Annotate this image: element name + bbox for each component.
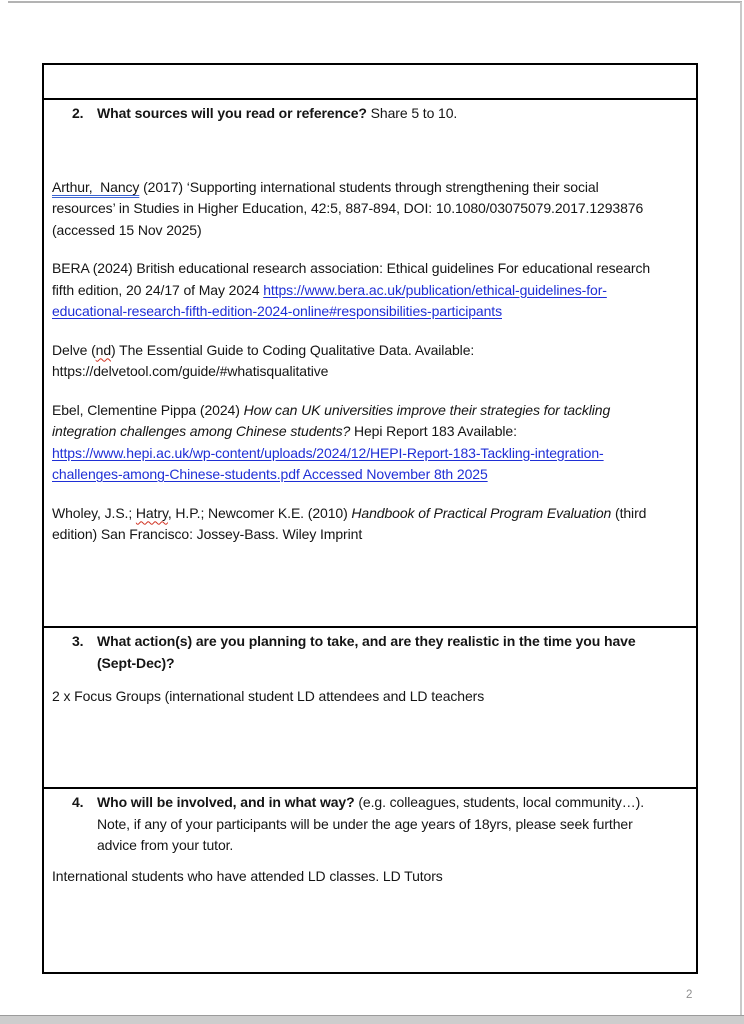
text-segment: Ebel, Clementine Pippa (2024) bbox=[52, 401, 244, 418]
paragraph-line bbox=[52, 301, 688, 323]
text-segment: advice from your tutor. bbox=[97, 837, 234, 853]
paragraph-line bbox=[52, 464, 688, 486]
paragraph-line bbox=[52, 220, 688, 242]
paragraph-line bbox=[52, 866, 688, 888]
question-line bbox=[97, 835, 688, 857]
bold-text-segment: (Sept-Dec)? bbox=[97, 654, 175, 671]
document-table bbox=[42, 63, 698, 974]
list-number: 2. bbox=[72, 105, 84, 121]
reference-bera bbox=[52, 258, 688, 323]
hyperlink[interactable]: educational-research-fifth-edition-2024-online#responsibilities-participants bbox=[52, 303, 502, 319]
text-segment: ) The Essential Guide to Coding Qualitative Data. Available: bbox=[111, 341, 475, 358]
text-segment: , H.P.; Newcomer K.E. (2010) bbox=[167, 504, 352, 521]
reference-arthur bbox=[52, 177, 688, 242]
viewer-bottom-strip bbox=[0, 1015, 744, 1024]
paragraph-line bbox=[52, 686, 688, 708]
text-segment: Wholey, J.S.; bbox=[52, 504, 136, 521]
text-segment: edition) San Francisco: Jossey-Bass. Wiley Imprint bbox=[52, 526, 363, 542]
question-3-actions bbox=[44, 628, 696, 789]
paragraph-line bbox=[52, 198, 688, 220]
viewer-top-edge bbox=[8, 1, 742, 3]
bold-text-segment: What sources will you read or reference? bbox=[97, 105, 367, 121]
list-number: 4. bbox=[72, 794, 84, 810]
text-segment: (2017) ‘Supporting international students through strengthening their social bbox=[139, 178, 599, 195]
text-segment: Delve ( bbox=[52, 341, 96, 358]
spellcheck-flagged-text: nd bbox=[95, 341, 112, 358]
empty-top-row bbox=[44, 65, 696, 100]
answer-participants bbox=[52, 866, 688, 888]
paragraph-line bbox=[52, 503, 688, 525]
paragraph-line bbox=[52, 443, 688, 465]
reference-ebel bbox=[52, 400, 688, 486]
hyperlink[interactable]: https://www.hepi.ac.uk/wp-content/uploads/2024/12/HEPI-Report-183-Tackling-integration- bbox=[52, 444, 604, 461]
paragraph-line bbox=[52, 177, 688, 199]
paragraph-line bbox=[52, 361, 688, 383]
spellcheck-flagged-text: Hatry bbox=[135, 504, 168, 521]
text-segment: (third bbox=[611, 504, 647, 521]
question-2-sources bbox=[44, 100, 696, 628]
text-segment: BERA (2024) British educational research association: Ethical guidelines For educational research bbox=[52, 260, 651, 276]
paragraph-line bbox=[52, 421, 688, 443]
text-segment: 2 x Focus Groups (international student LD attendees and LD teachers bbox=[52, 688, 485, 704]
text-segment: Note, if any of your participants will be under the age years of 18yrs, please seek further bbox=[97, 815, 633, 832]
paragraph-line bbox=[52, 340, 688, 362]
reference-wholey bbox=[52, 503, 688, 546]
bold-text-segment: Who will be involved, and in what way? bbox=[97, 794, 355, 810]
paragraph-line bbox=[52, 524, 688, 546]
reference-delve bbox=[52, 340, 688, 383]
viewer-right-edge bbox=[740, 2, 742, 1015]
question-4-involved bbox=[44, 789, 696, 972]
italic-text-segment: Handbook of Practical Program Evaluation bbox=[351, 504, 612, 521]
hyperlink[interactable]: https://www.bera.ac.uk/publication/ethical-guidelines-for- bbox=[263, 281, 607, 298]
text-segment: Share 5 to 10. bbox=[366, 105, 458, 121]
text-segment: International students who have attended LD classes. LD Tutors bbox=[52, 867, 443, 884]
text-segment: fifth edition, 20 24/17 of May 2024 bbox=[52, 281, 264, 298]
answer-focus-groups bbox=[52, 686, 688, 708]
text-segment: (accessed 15 Nov 2025) bbox=[52, 221, 202, 238]
text-segment: Hepi Report 183 Available: bbox=[350, 423, 517, 439]
question-line bbox=[97, 103, 688, 125]
question-heading bbox=[52, 631, 688, 674]
text-segment: (e.g. colleagues, students, local community…). bbox=[354, 794, 644, 810]
question-heading bbox=[52, 792, 688, 857]
text-segment: resources’ in Studies in Higher Education, 42:5, 887-894, DOI: 10.1080/03075079.2017.1293876 bbox=[52, 200, 644, 216]
grammar-flagged-text: Arthur, Nancy bbox=[52, 178, 140, 195]
text-segment: https://delvetool.com/guide/#whatisqualitative bbox=[52, 363, 329, 379]
paragraph-line bbox=[52, 400, 688, 422]
hyperlink[interactable]: challenges-among-Chinese-students.pdf Accessed November 8th 2025 bbox=[52, 466, 488, 482]
italic-text-segment: How can UK universities improve their strategies for tackling bbox=[243, 401, 611, 418]
paragraph-line bbox=[52, 258, 688, 280]
question-line bbox=[97, 814, 688, 836]
question-line bbox=[97, 653, 688, 675]
italic-text-segment: integration challenges among Chinese students? bbox=[52, 423, 351, 439]
question-heading bbox=[52, 103, 688, 125]
paragraph-line bbox=[52, 280, 688, 302]
list-number: 3. bbox=[72, 633, 84, 649]
page-number: 2 bbox=[686, 989, 693, 1001]
question-line bbox=[97, 631, 688, 653]
question-line bbox=[97, 792, 688, 814]
bold-text-segment: What action(s) are you planning to take, and are they realistic in the time you have bbox=[97, 633, 636, 649]
